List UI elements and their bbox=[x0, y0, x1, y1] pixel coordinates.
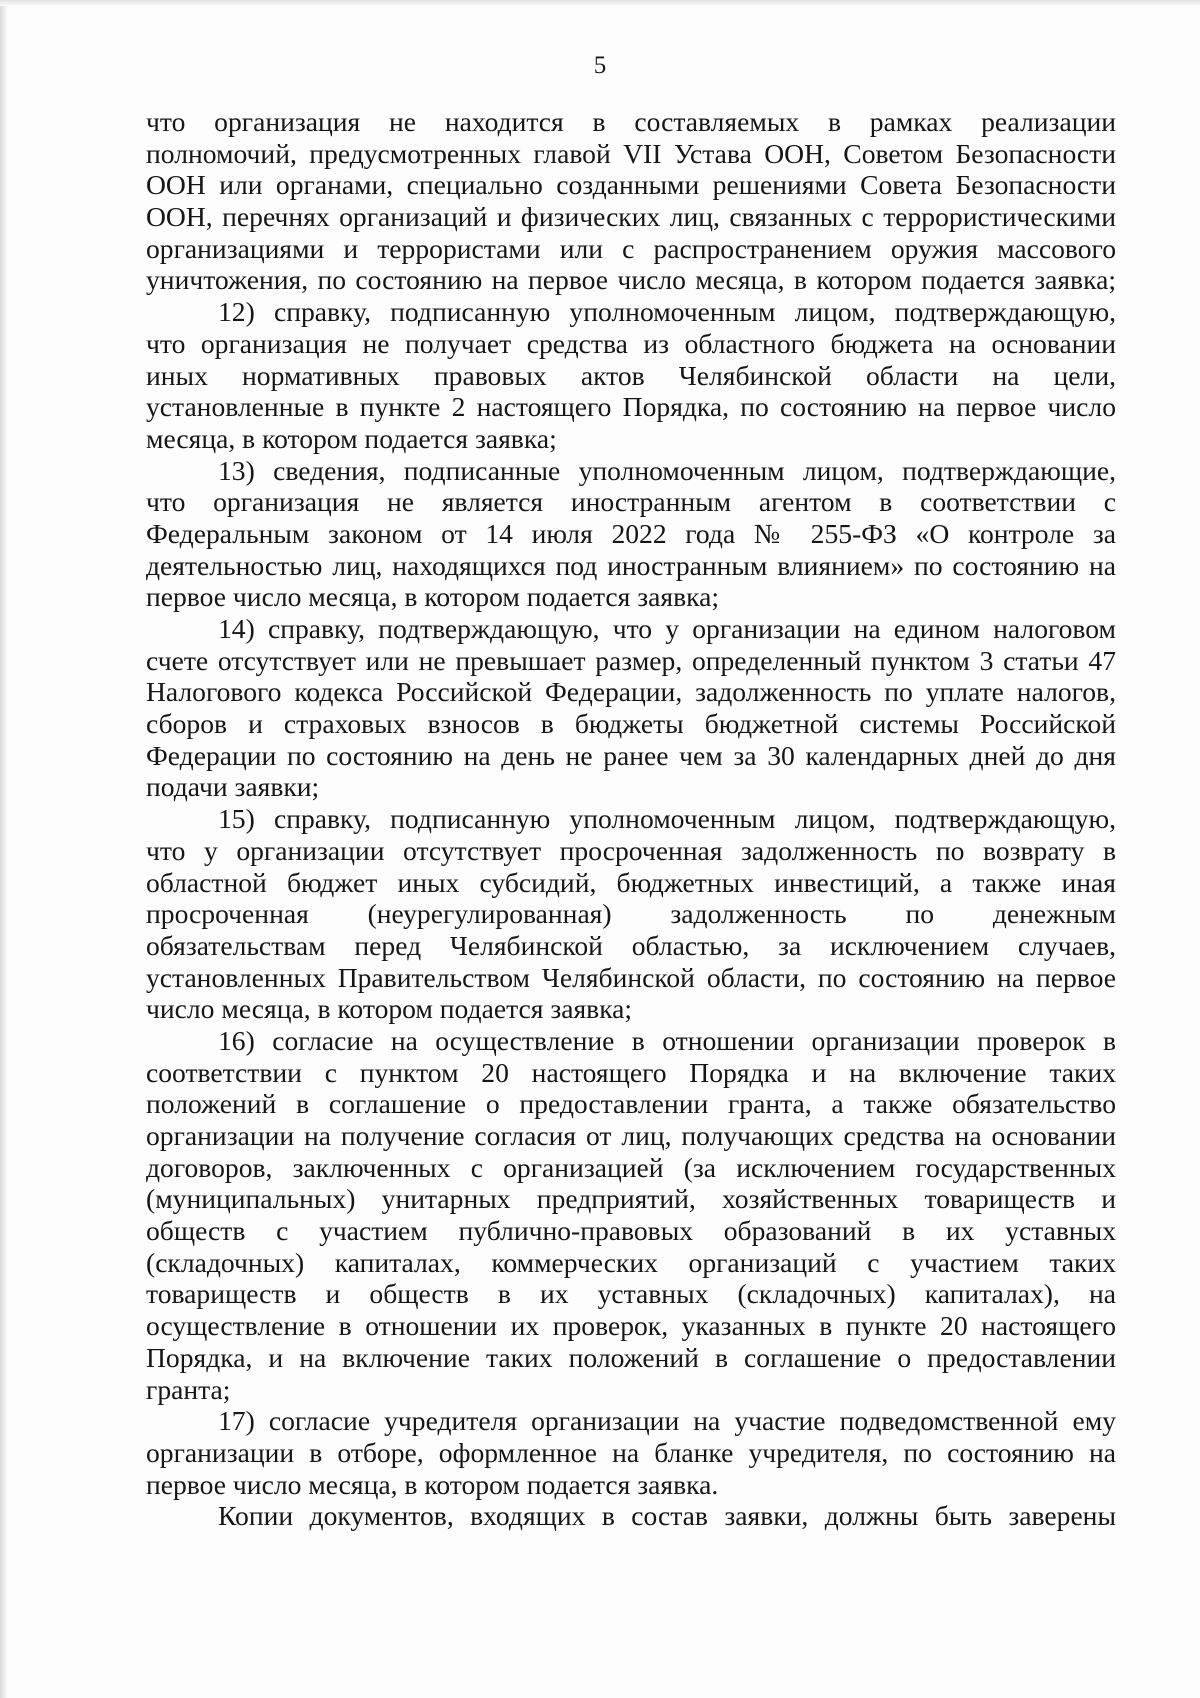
text-line: 13) сведения, подписанные уполномоченным лицом, подтверждающие, bbox=[218, 454, 1116, 486]
text-line: организации в отборе, оформленное на бланке учредителя, по состоянию на bbox=[146, 1436, 1116, 1468]
text-line: что организация не находится в составляемых в рамках реализации bbox=[146, 106, 1116, 137]
text-line: установленные в пункте 2 настоящего Порядка, по состоянию на первое число bbox=[146, 391, 1116, 423]
body-text bbox=[146, 106, 1116, 1532]
text-line: иных нормативных правовых актов Челябинской области на цели, bbox=[146, 359, 1116, 391]
text-line: просроченная (неурегулированная) задолженность по денежным bbox=[146, 898, 1116, 930]
text-line: осуществление в отношении их проверок, указанных в пункте 20 настоящего bbox=[146, 1310, 1116, 1342]
scan-edge-left bbox=[0, 0, 8, 1698]
text-line: ООН, перечнях организаций и физических лиц, связанных с террористическими bbox=[146, 201, 1116, 233]
text-line: Федерации по состоянию на день не ранее чем за 30 календарных дней до дня bbox=[146, 739, 1116, 771]
text-line: что у организации отсутствует просроченная задолженность по возврату в bbox=[146, 834, 1116, 866]
text-line: 17) согласие учредителя организации на участие подведомственной ему bbox=[218, 1405, 1116, 1437]
text-line: подачи заявки; bbox=[146, 771, 320, 803]
text-line: 16) согласие на осуществление в отношении организации проверок в bbox=[218, 1024, 1116, 1056]
text-line: (муниципальных) унитарных предприятий, хозяйственных товариществ и bbox=[146, 1183, 1116, 1215]
text-line: сборов и страховых взносов в бюджеты бюджетной системы Российской bbox=[146, 708, 1116, 740]
text-line: договоров, заключенных с организацией (за исключением государственных bbox=[146, 1151, 1116, 1183]
text-line: первое число месяца, в котором подается заявка. bbox=[146, 1468, 719, 1500]
text-line: соответствии с пунктом 20 настоящего Порядка и на включение таких bbox=[146, 1056, 1116, 1088]
text-line: (складочных) капиталах, коммерческих организаций с участием таких bbox=[146, 1246, 1116, 1278]
text-line: товариществ и обществ в их уставных (складочных) капиталах), на bbox=[146, 1278, 1116, 1310]
text-line: ООН или органами, специально созданными решениями Совета Безопасности bbox=[146, 169, 1116, 201]
text-line: положений в соглашение о предоставлении гранта, а также обязательство bbox=[146, 1088, 1116, 1120]
text-line: полномочий, предусмотренных главой VII Устава ООН, Советом Безопасности bbox=[146, 137, 1116, 169]
text-line: счете отсутствует или не превышает размер, определенный пунктом 3 статьи 47 bbox=[146, 644, 1116, 676]
text-line: установленных Правительством Челябинской области, по состоянию на первое bbox=[146, 961, 1116, 993]
text-line: что организация не является иностранным агентом в соответствии с bbox=[146, 486, 1116, 518]
text-line: что организация не получает средства из областного бюджета на основании bbox=[146, 327, 1116, 359]
text-line: деятельностью лиц, находящихся под иностранным влиянием» по состоянию на bbox=[146, 549, 1116, 581]
text-line: Порядка, и на включение таких положений в соглашение о предоставлении bbox=[146, 1341, 1116, 1373]
text-line: 15) справку, подписанную уполномоченным лицом, подтверждающую, bbox=[218, 803, 1116, 835]
scan-edge-top bbox=[0, 0, 1200, 6]
text-line: Налогового кодекса Российской Федерации, задолженность по уплате налогов, bbox=[146, 676, 1116, 708]
text-line: 12) справку, подписанную уполномоченным лицом, подтверждающую, bbox=[218, 296, 1116, 328]
text-line: Копии документов, входящих в состав заявки, должны быть заверены bbox=[218, 1500, 1116, 1532]
text-line: гранта; bbox=[146, 1373, 231, 1405]
text-line: организации на получение согласия от лиц, получающих средства на основании bbox=[146, 1120, 1116, 1151]
text-line: обществ с участием публично-правовых образований в их уставных bbox=[146, 1215, 1116, 1247]
text-line: месяца, в котором подается заявка; bbox=[146, 422, 557, 454]
text-line: уничтожения, по состоянию на первое число месяца, в котором подается заявка; bbox=[146, 264, 1116, 296]
text-line: число месяца, в котором подается заявка; bbox=[146, 993, 633, 1025]
text-line: областной бюджет иных субсидий, бюджетных инвестиций, а также иная bbox=[146, 866, 1116, 898]
text-line: организациями и террористами или с распространением оружия массового bbox=[146, 232, 1116, 264]
text-line: 14) справку, подтверждающую, что у организации на едином налоговом bbox=[218, 613, 1116, 644]
text-line: Федеральным законом от 14 июля 2022 года № 255-ФЗ «О контроле за bbox=[146, 517, 1116, 549]
text-line: первое число месяца, в котором подается заявка; bbox=[146, 581, 720, 613]
page-number: 5 bbox=[593, 52, 607, 79]
text-line: обязательствам перед Челябинской областью, за исключением случаев, bbox=[146, 929, 1116, 961]
